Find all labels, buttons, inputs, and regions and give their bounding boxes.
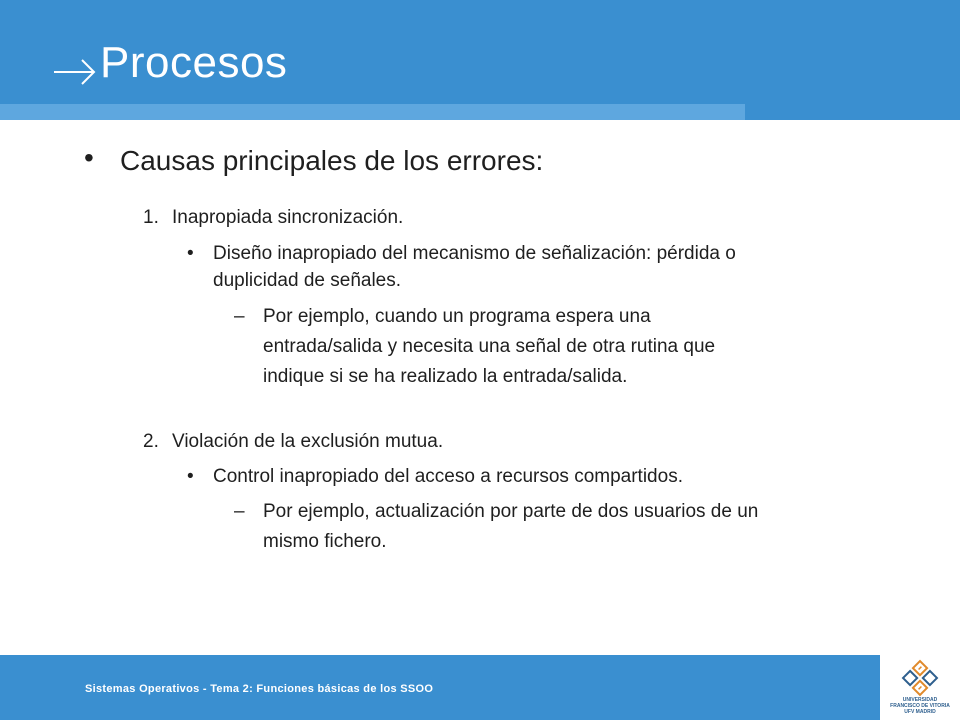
item-2-sub-bullet: Control inapropiado del acceso a recursos compartidos. (213, 466, 683, 487)
logo-text (882, 697, 958, 715)
main-bullet-mark: • (84, 142, 94, 173)
item-1-number: 1. (143, 207, 159, 228)
item-2-text: Violación de la exclusión mutua. (172, 431, 444, 452)
main-bullet-text: Causas principales de los errores: (120, 145, 544, 176)
logo-line-2: FRANCISCO DE VITORIA (890, 703, 950, 709)
item-1-example-line-3: indique si se ha realizado la entrada/salida. (263, 366, 628, 387)
item-1-example-line-2: entrada/salida y necesita una señal de otra rutina que (263, 336, 716, 357)
item-1-sub-bullet-line-1: Diseño inapropiado del mecanismo de señalización: pérdida o (213, 243, 736, 264)
item-1-text: Inapropiada sincronización. (172, 207, 404, 228)
university-logo-icon (900, 658, 940, 698)
item-2-example-line-1: Por ejemplo, actualización por parte de dos usuarios de un (263, 501, 759, 522)
item-2-example-dash: – (234, 501, 245, 522)
item-2-number: 2. (143, 431, 159, 452)
item-2-sub-bullet-mark: • (187, 466, 194, 487)
item-1-example-line-1: Por ejemplo, cuando un programa espera una (263, 306, 651, 327)
item-1-sub-bullet-mark: • (187, 243, 194, 264)
item-2-example-line-2: mismo fichero. (263, 531, 387, 552)
item-1-example-dash: – (234, 306, 245, 327)
logo-line-1: UNIVERSIDAD (902, 697, 938, 703)
footer-text: Sistemas Operativos - Tema 2: Funciones básicas de los SSOO (85, 683, 434, 695)
logo-line-3: UFV MADRID (904, 709, 936, 715)
item-1-sub-bullet-line-2: duplicidad de señales. (213, 270, 402, 291)
slide-title: Procesos (100, 38, 288, 87)
